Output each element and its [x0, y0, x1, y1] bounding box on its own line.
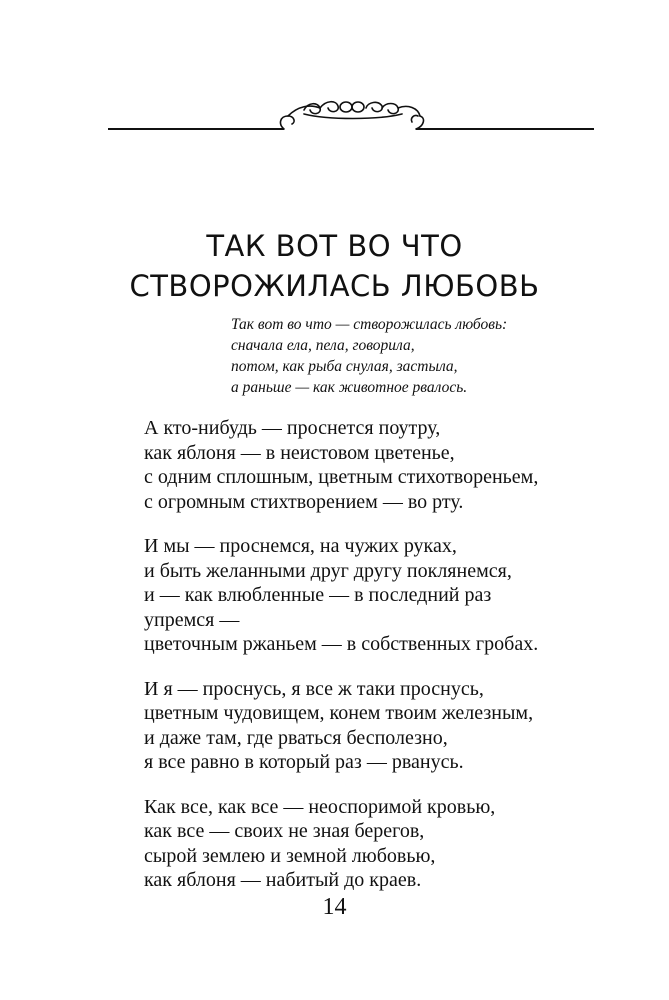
- poem-title: [0, 226, 669, 306]
- stanza: [144, 795, 614, 893]
- poem-line: и — как влюбленные — в последний раз: [144, 584, 492, 606]
- epigraph-line: Так вот во что — створожилась любовь:: [231, 316, 508, 333]
- poem-body: [144, 416, 614, 913]
- epigraph-line: а раньше — как животное рвалось.: [231, 379, 468, 396]
- poem-line: Как все, как все — неоспоримой кровью,: [144, 795, 496, 818]
- poem-line: как яблоня — в неистовом цветенье,: [144, 441, 455, 464]
- poem-line: и даже там, где рваться бесполезно,: [144, 726, 448, 749]
- stanza: [144, 534, 614, 657]
- poem-line: упремся —: [144, 608, 240, 631]
- stanza: [144, 416, 614, 514]
- stanza: [144, 677, 614, 775]
- poem-line: и быть желанными друг другу поклянемся,: [144, 559, 512, 582]
- poem-line: А кто-нибудь — проснется поутру,: [144, 417, 441, 439]
- page-number: 14: [322, 894, 347, 920]
- scroll-flourish-icon: [108, 96, 594, 136]
- poem-line: И мы — проснемся, на чужих руках,: [144, 535, 457, 557]
- poem-line: цветочным ржаньем — в собственных гробах.: [144, 633, 539, 655]
- epigraph: [231, 314, 591, 398]
- poem-line: цветным чудовищем, конем твоим железным,: [144, 702, 534, 724]
- title-line: СТВОРОЖИЛАСЬ ЛЮБОВЬ: [129, 269, 540, 303]
- poem-line: И я — проснусь, я все ж таки проснусь,: [144, 677, 484, 700]
- poem-line: с огромным стихтворением — во рту.: [144, 490, 464, 513]
- poem-line: с одним сплошным, цветным стихотвореньем,: [144, 466, 539, 488]
- poem-line: как яблоня — набитый до краев.: [144, 869, 422, 891]
- poem-line: как все — своих не зная берегов,: [144, 820, 425, 842]
- poem-line: я все равно в который раз — рванусь.: [144, 751, 464, 773]
- header-ornament: [108, 96, 594, 136]
- epigraph-line: потом, как рыба снулая, застыла,: [231, 358, 458, 375]
- epigraph-line: сначала ела, пела, говорила,: [231, 337, 415, 354]
- poem-line: сырой землею и земной любовью,: [144, 844, 436, 867]
- title-line: ТАК ВОТ ВО ЧТО: [206, 229, 463, 263]
